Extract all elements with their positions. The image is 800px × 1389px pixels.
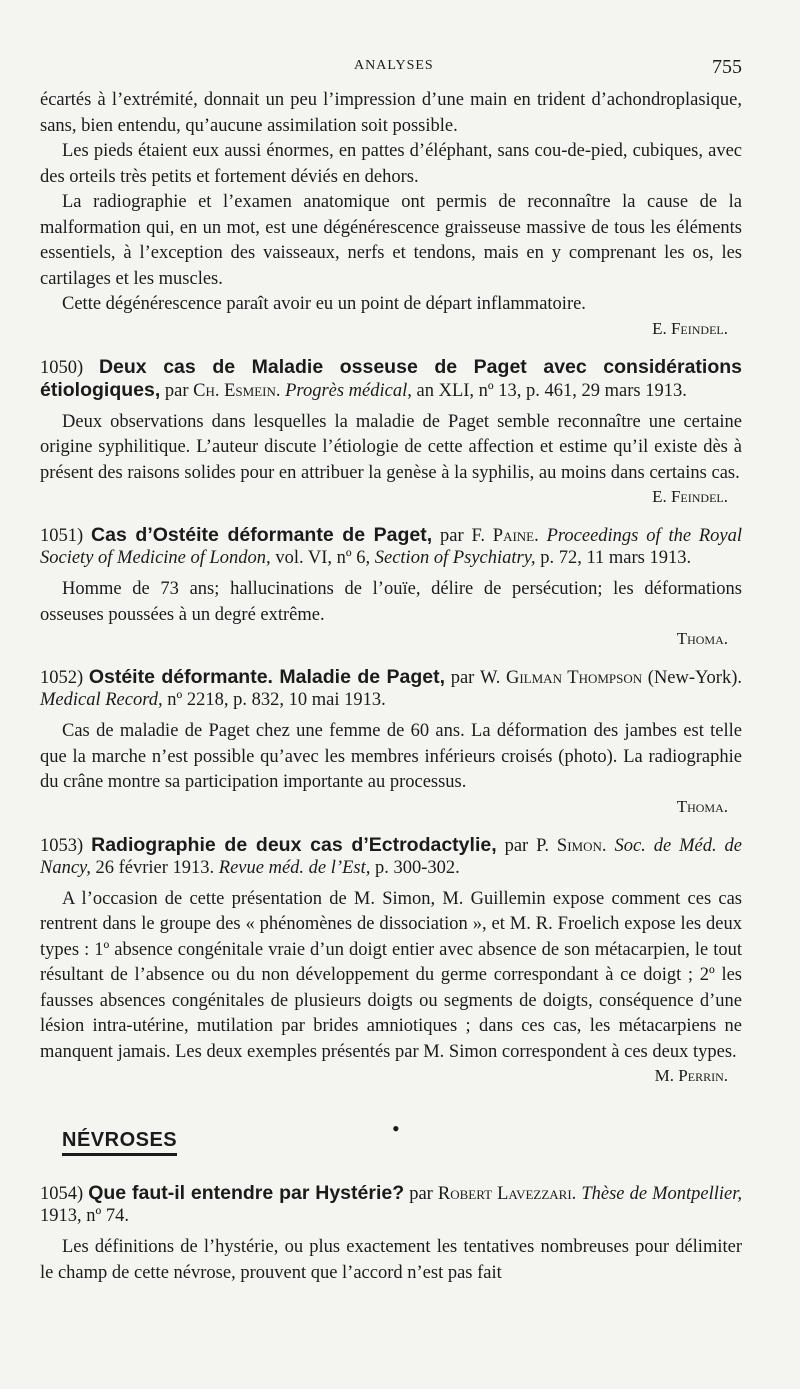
entry-heading — [40, 834, 742, 879]
entry-by: par — [440, 526, 464, 546]
abstract-entry-1052 — [40, 666, 742, 818]
printer-mark: • — [392, 1116, 400, 1141]
abstract-entry-1050 — [40, 356, 742, 509]
signature: M. Perrin. — [654, 1066, 728, 1085]
abstract-entry-1053 — [40, 834, 742, 1088]
signature: Thoma. — [676, 796, 728, 816]
entry-text: Cas de maladie de Paget chez une femme de 60 ans. La déformation des jambes est telle que la marche n’est possible qu’avec les membres inférieurs croisés (photo). La radiographie du crâne montre sa participation importante au processus. — [40, 721, 742, 792]
entry-by: par — [164, 380, 189, 401]
entry-author: W. Gilman Thompson — [479, 668, 643, 688]
entry-author: Ch. Esmein. — [193, 380, 281, 401]
entry-heading — [40, 356, 742, 402]
entry-details: an XLI, nº 13, p. 461, 29 mars 1913. — [416, 380, 687, 401]
entry-details: 26 février 1913. — [95, 857, 215, 878]
entry-number: 1053) — [40, 835, 84, 856]
entry-source-section: Section of Psychiatry, — [374, 548, 536, 568]
entry-source: Medical Record, — [40, 690, 163, 710]
intro-continuation — [40, 88, 742, 340]
intro-paragraph: Les pieds étaient eux aussi énormes, en pattes d’éléphant, sans cou-de-pied, cubiques, avec des orteils très petits et fortement déviés en dehors. — [40, 141, 742, 187]
entry-number: 1054) — [40, 1184, 84, 1204]
entry-details: 1913, nº 74. — [40, 1206, 129, 1226]
section-title: NÉVROSES — [62, 1129, 177, 1156]
entry-details-pages: p. 300-302. — [374, 857, 460, 878]
entry-author: F. Paine. — [471, 526, 539, 546]
entry-title: Que faut-il entendre par Hystérie? — [88, 1182, 405, 1204]
entry-number: 1052) — [40, 668, 84, 688]
entry-title: Radiographie de deux cas d’Ectrodactylie, — [91, 833, 497, 856]
abstract-entry-1051 — [40, 524, 742, 650]
entry-source: Thèse de Montpellier, — [581, 1184, 742, 1204]
entry-source: Progrès médical, — [285, 380, 412, 401]
running-title: ANALYSES — [354, 58, 434, 73]
entry-heading — [40, 666, 742, 711]
page-header — [0, 56, 800, 80]
entry-by: par — [450, 668, 475, 688]
entry-author: Robert Lavezzari. — [437, 1184, 577, 1204]
entry-title: Deux cas de Maladie osseuse de Paget avec considérations étiologiques, — [40, 355, 743, 401]
entry-text: A l’occasion de cette présentation de M. Simon, M. Guillemin expose comment ces cas rentrent dans le groupe des « phénomènes de dissociation », et M. R. Froelich expose les deux types : 1º absence congénitale vraie d’un doigt entier avec absence de son métacarpien, le tout résultant de l’absence ou du non développement du germe correspondant à ce doigt ; 2º les fausses absences congénitales de plusieurs doigts ou segments de doigts, conséquence d’une lésion intra-utérine, mutilation par brides amniotiques ; dans ces cas, les métacarpiens ne manquent jamais. Les deux exemples présentés par M. Simon correspondent à ces deux types. — [40, 888, 742, 1062]
entry-source: Soc. de Méd. de Nancy, — [40, 835, 742, 878]
signature: E. Feindel. — [652, 487, 728, 506]
entry-number: 1051) — [40, 526, 84, 546]
entry-details-pages: p. 72, 11 mars 1913. — [540, 548, 692, 568]
entry-heading — [40, 1182, 742, 1227]
entry-number: 1050) — [40, 357, 84, 378]
signature: Thoma. — [676, 629, 728, 648]
entry-heading — [40, 524, 742, 569]
signature: E. Feindel. — [652, 318, 728, 338]
entry-title: Cas d’Ostéite déformante de Paget, — [91, 524, 433, 546]
entry-details-pages: nº 2218, p. 832, 10 mai 1913. — [167, 690, 386, 710]
page-number: 755 — [712, 56, 742, 78]
entry-by: par — [409, 1184, 433, 1204]
entry-text: Homme de 73 ans; hallucinations de l’ouïe, délire de persécution; les déformations osseuses poussées à un degré extrême. — [40, 579, 742, 625]
section-heading — [40, 1129, 742, 1152]
entry-author: P. Simon. — [536, 835, 607, 856]
intro-paragraph: écartés à l’extrémité, donnait un peu l’impression d’une main en trident d’achondroplasique, sans, bien entendu, qu’aucune assimilation soit possible. — [40, 90, 742, 136]
entry-by: par — [504, 835, 529, 856]
entry-source: Proceedings of the Royal Society of Medicine of London, — [40, 526, 743, 568]
entry-source-journal: Revue méd. de l’Est, — [218, 857, 371, 878]
intro-paragraph: Cette dégénérescence paraît avoir eu un point de départ inflammatoire. — [62, 294, 586, 314]
entry-text: Deux observations dans lesquelles la maladie de Paget semble reconnaître une certaine origine syphilitique. L’auteur discute l’étiologie de cette affection et estime qu’il existe dès à présent des raisons solides pour en attribuer la genèse à la syphilis, au moins dans certains cas. — [40, 411, 742, 483]
abstract-entry-1054 — [40, 1182, 742, 1286]
entry-details: (New-York). — [647, 668, 742, 688]
page-body — [40, 88, 742, 1286]
entry-details: vol. VI, nº 6, — [275, 548, 371, 568]
intro-paragraph: La radiographie et l’examen anatomique ont permis de reconnaître la cause de la malformation qui, en un mot, est une dégénérescence graisseuse massive de tous les éléments essentiels, à l’exception des vaisseaux, nerfs et tendons, mais en y comprenant les os, les cartilages et les muscles. — [40, 192, 742, 289]
entry-text: Les définitions de l’hystérie, ou plus exactement les tentatives nombreuses pour délimiter le champ de cette névrose, prouvent que l’accord n’est pas fait — [40, 1237, 742, 1283]
entry-title: Ostéite déformante. Maladie de Paget, — [88, 666, 446, 688]
